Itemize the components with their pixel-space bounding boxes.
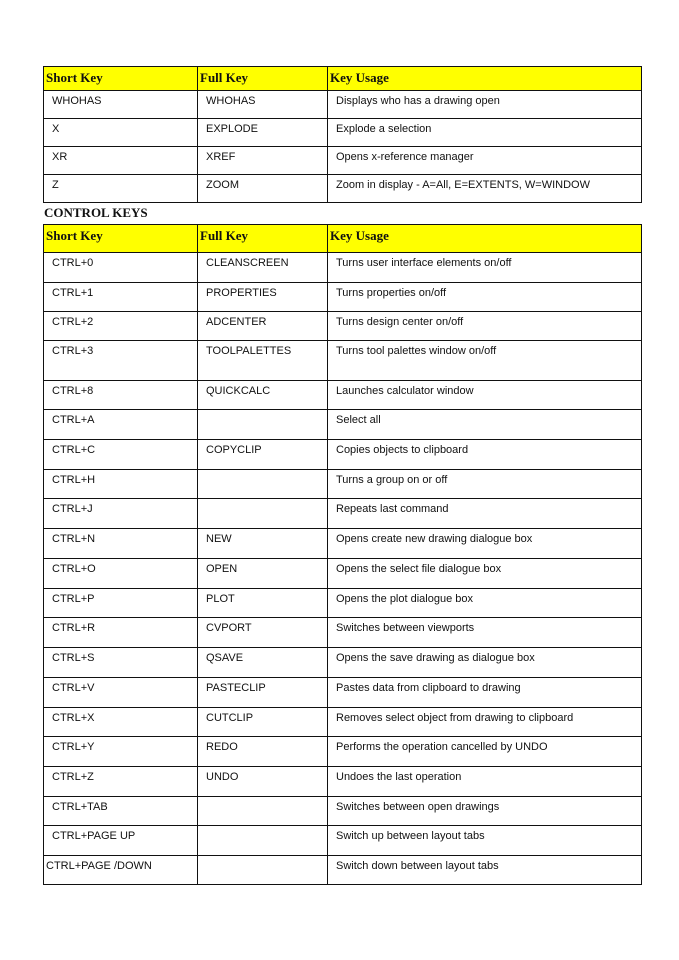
cell-short: CTRL+V [44,678,198,708]
table-row [44,410,642,440]
control-keys-table [43,224,642,885]
table-row [44,559,642,589]
cell-short: CTRL+TAB [44,797,198,826]
cell-full: CVPORT [198,618,328,648]
table-row [44,253,642,283]
table-row [44,856,642,885]
table-row [44,147,642,175]
cell-short: CTRL+R [44,618,198,648]
table-row [44,618,642,648]
cell-full: PROPERTIES [198,283,328,312]
cell-full: ZOOM [198,175,328,203]
cell-usage: Select all [328,410,642,440]
cell-full: QSAVE [198,648,328,678]
cell-usage: Performs the operation cancelled by UNDO [328,737,642,767]
cell-usage: Undoes the last operation [328,767,642,797]
cell-short: CTRL+O [44,559,198,589]
header-full-key: Full Key [198,225,328,253]
cell-short: CTRL+N [44,529,198,559]
cell-full: ADCENTER [198,312,328,341]
table-row [44,529,642,559]
header-short-key: Short Key [44,67,198,91]
cell-short: X [44,119,198,147]
cell-short: CTRL+PAGE /DOWN [44,856,198,885]
cell-short: CTRL+H [44,470,198,499]
cell-full: UNDO [198,767,328,797]
cell-short: CTRL+3 [44,341,198,381]
cell-full: WHOHAS [198,91,328,119]
cell-full: OPEN [198,559,328,589]
cell-usage: Opens the plot dialogue box [328,589,642,618]
table-row [44,341,642,381]
cell-full: EXPLODE [198,119,328,147]
cell-full: PASTECLIP [198,678,328,708]
cell-full: NEW [198,529,328,559]
cell-usage: Turns tool palettes window on/off [328,341,642,381]
table-row [44,470,642,499]
cell-full: PLOT [198,589,328,618]
cell-usage: Turns a group on or off [328,470,642,499]
header-row [44,67,642,91]
cell-full: QUICKCALC [198,381,328,410]
cell-usage: Pastes data from clipboard to drawing [328,678,642,708]
cell-short: CTRL+A [44,410,198,440]
cell-usage: Zoom in display - A=All, E=EXTENTS, W=WINDOW [328,175,642,203]
cell-short: CTRL+1 [44,283,198,312]
cell-full: CUTCLIP [198,708,328,737]
table-row [44,589,642,618]
cell-full [198,856,328,885]
cell-short: WHOHAS [44,91,198,119]
cell-short: CTRL+C [44,440,198,470]
cell-short: CTRL+PAGE UP [44,826,198,856]
commands-table [43,66,642,203]
cell-usage: Opens the save drawing as dialogue box [328,648,642,678]
header-short-key: Short Key [44,225,198,253]
table-row [44,381,642,410]
table-row [44,312,642,341]
cell-usage: Opens x-reference manager [328,147,642,175]
table-row [44,708,642,737]
header-key-usage: Key Usage [328,225,642,253]
cell-full: REDO [198,737,328,767]
cell-usage: Switches between viewports [328,618,642,648]
cell-full: CLEANSCREEN [198,253,328,283]
section-title: CONTROL KEYS [44,205,148,220]
cell-short: CTRL+J [44,499,198,529]
table-row [44,175,642,203]
cell-short: CTRL+Y [44,737,198,767]
cell-usage: Switches between open drawings [328,797,642,826]
cell-full [198,470,328,499]
cell-short: Z [44,175,198,203]
cell-usage: Launches calculator window [328,381,642,410]
header-row [44,225,642,253]
cell-short: CTRL+P [44,589,198,618]
table-row [44,283,642,312]
table-row [44,440,642,470]
cell-short: CTRL+Z [44,767,198,797]
cell-usage: Switch up between layout tabs [328,826,642,856]
cell-full [198,410,328,440]
cell-short: CTRL+S [44,648,198,678]
cell-usage: Removes select object from drawing to clipboard [328,708,642,737]
cell-short: CTRL+2 [44,312,198,341]
cell-full [198,797,328,826]
header-full-key: Full Key [198,67,328,91]
table-row [44,91,642,119]
cell-usage: Opens the select file dialogue box [328,559,642,589]
table-row [44,678,642,708]
cell-usage: Switch down between layout tabs [328,856,642,885]
cell-usage: Turns properties on/off [328,283,642,312]
cell-short: XR [44,147,198,175]
header-key-usage: Key Usage [328,67,642,91]
cell-full: XREF [198,147,328,175]
cell-usage: Copies objects to clipboard [328,440,642,470]
table-row [44,797,642,826]
table-row [44,499,642,529]
cell-usage: Opens create new drawing dialogue box [328,529,642,559]
table-row [44,737,642,767]
table-row [44,648,642,678]
cell-full: TOOLPALETTES [198,341,328,381]
table-row [44,119,642,147]
cell-usage: Turns design center on/off [328,312,642,341]
cell-full: COPYCLIP [198,440,328,470]
table-row [44,826,642,856]
cell-full [198,499,328,529]
cell-usage: Explode a selection [328,119,642,147]
table-row [44,767,642,797]
cell-full [198,826,328,856]
cell-short: CTRL+X [44,708,198,737]
cell-usage: Turns user interface elements on/off [328,253,642,283]
cell-usage: Displays who has a drawing open [328,91,642,119]
cell-usage: Repeats last command [328,499,642,529]
cell-short: CTRL+8 [44,381,198,410]
cell-short: CTRL+0 [44,253,198,283]
